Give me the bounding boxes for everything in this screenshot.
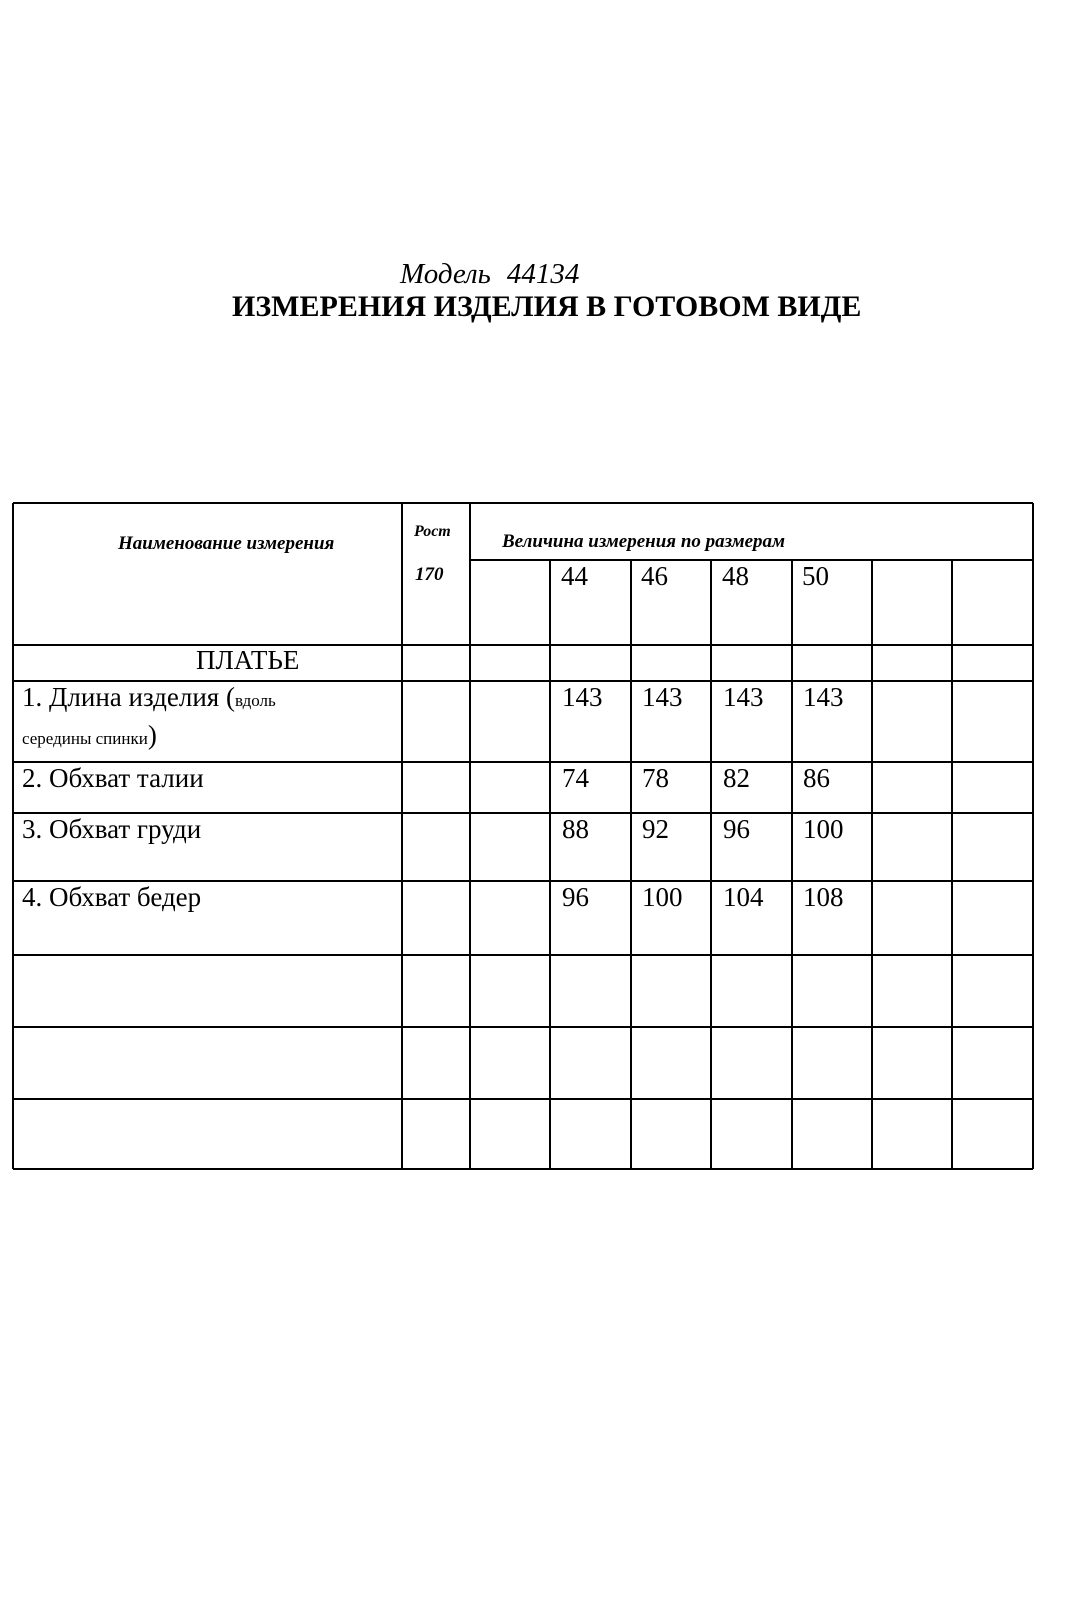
table-cell: 92 [642,814,669,844]
size-46: 46 [641,561,668,591]
header-height-label: Рост [414,523,451,540]
table-cell: 143 [642,682,683,712]
model-number: 44134 [506,258,580,290]
model-line [400,258,579,291]
table-cell: 143 [803,682,844,712]
model-label: Модель [400,258,491,290]
table-cell: 104 [723,882,764,912]
size-44: 44 [561,561,588,591]
header-height-value: 170 [415,564,444,585]
table-cell: 100 [642,882,683,912]
section-title: ПЛАТЬЕ [196,645,300,675]
header-sizes: Величина измерения по размерам [502,531,786,552]
row-label-continued: середины спинки) [22,720,157,750]
size-50: 50 [802,561,829,591]
table-cell: 96 [723,814,750,844]
document-title: ИЗМЕРЕНИЯ ИЗДЕЛИЯ В ГОТОВОМ ВИДЕ [232,290,862,323]
row-label: 4. Обхват бедер [22,882,202,912]
table-cell: 108 [803,882,844,912]
measurements-table [12,502,1034,1170]
row-label: 3. Обхват груди [22,814,202,844]
table-cell: 82 [723,763,750,793]
table-cell: 143 [723,682,764,712]
table-cell: 96 [562,882,589,912]
row-label: 1. Длина изделия (вдоль [22,682,276,712]
table-cell: 74 [562,763,589,793]
table-cell: 143 [562,682,603,712]
table-cell: 78 [642,763,669,793]
table-cell: 100 [803,814,844,844]
table-cell: 86 [803,763,830,793]
header-measurement-name: Наименование измерения [118,533,335,554]
table-cell: 88 [562,814,589,844]
row-label: 2. Обхват талии [22,763,204,793]
size-48: 48 [722,561,749,591]
